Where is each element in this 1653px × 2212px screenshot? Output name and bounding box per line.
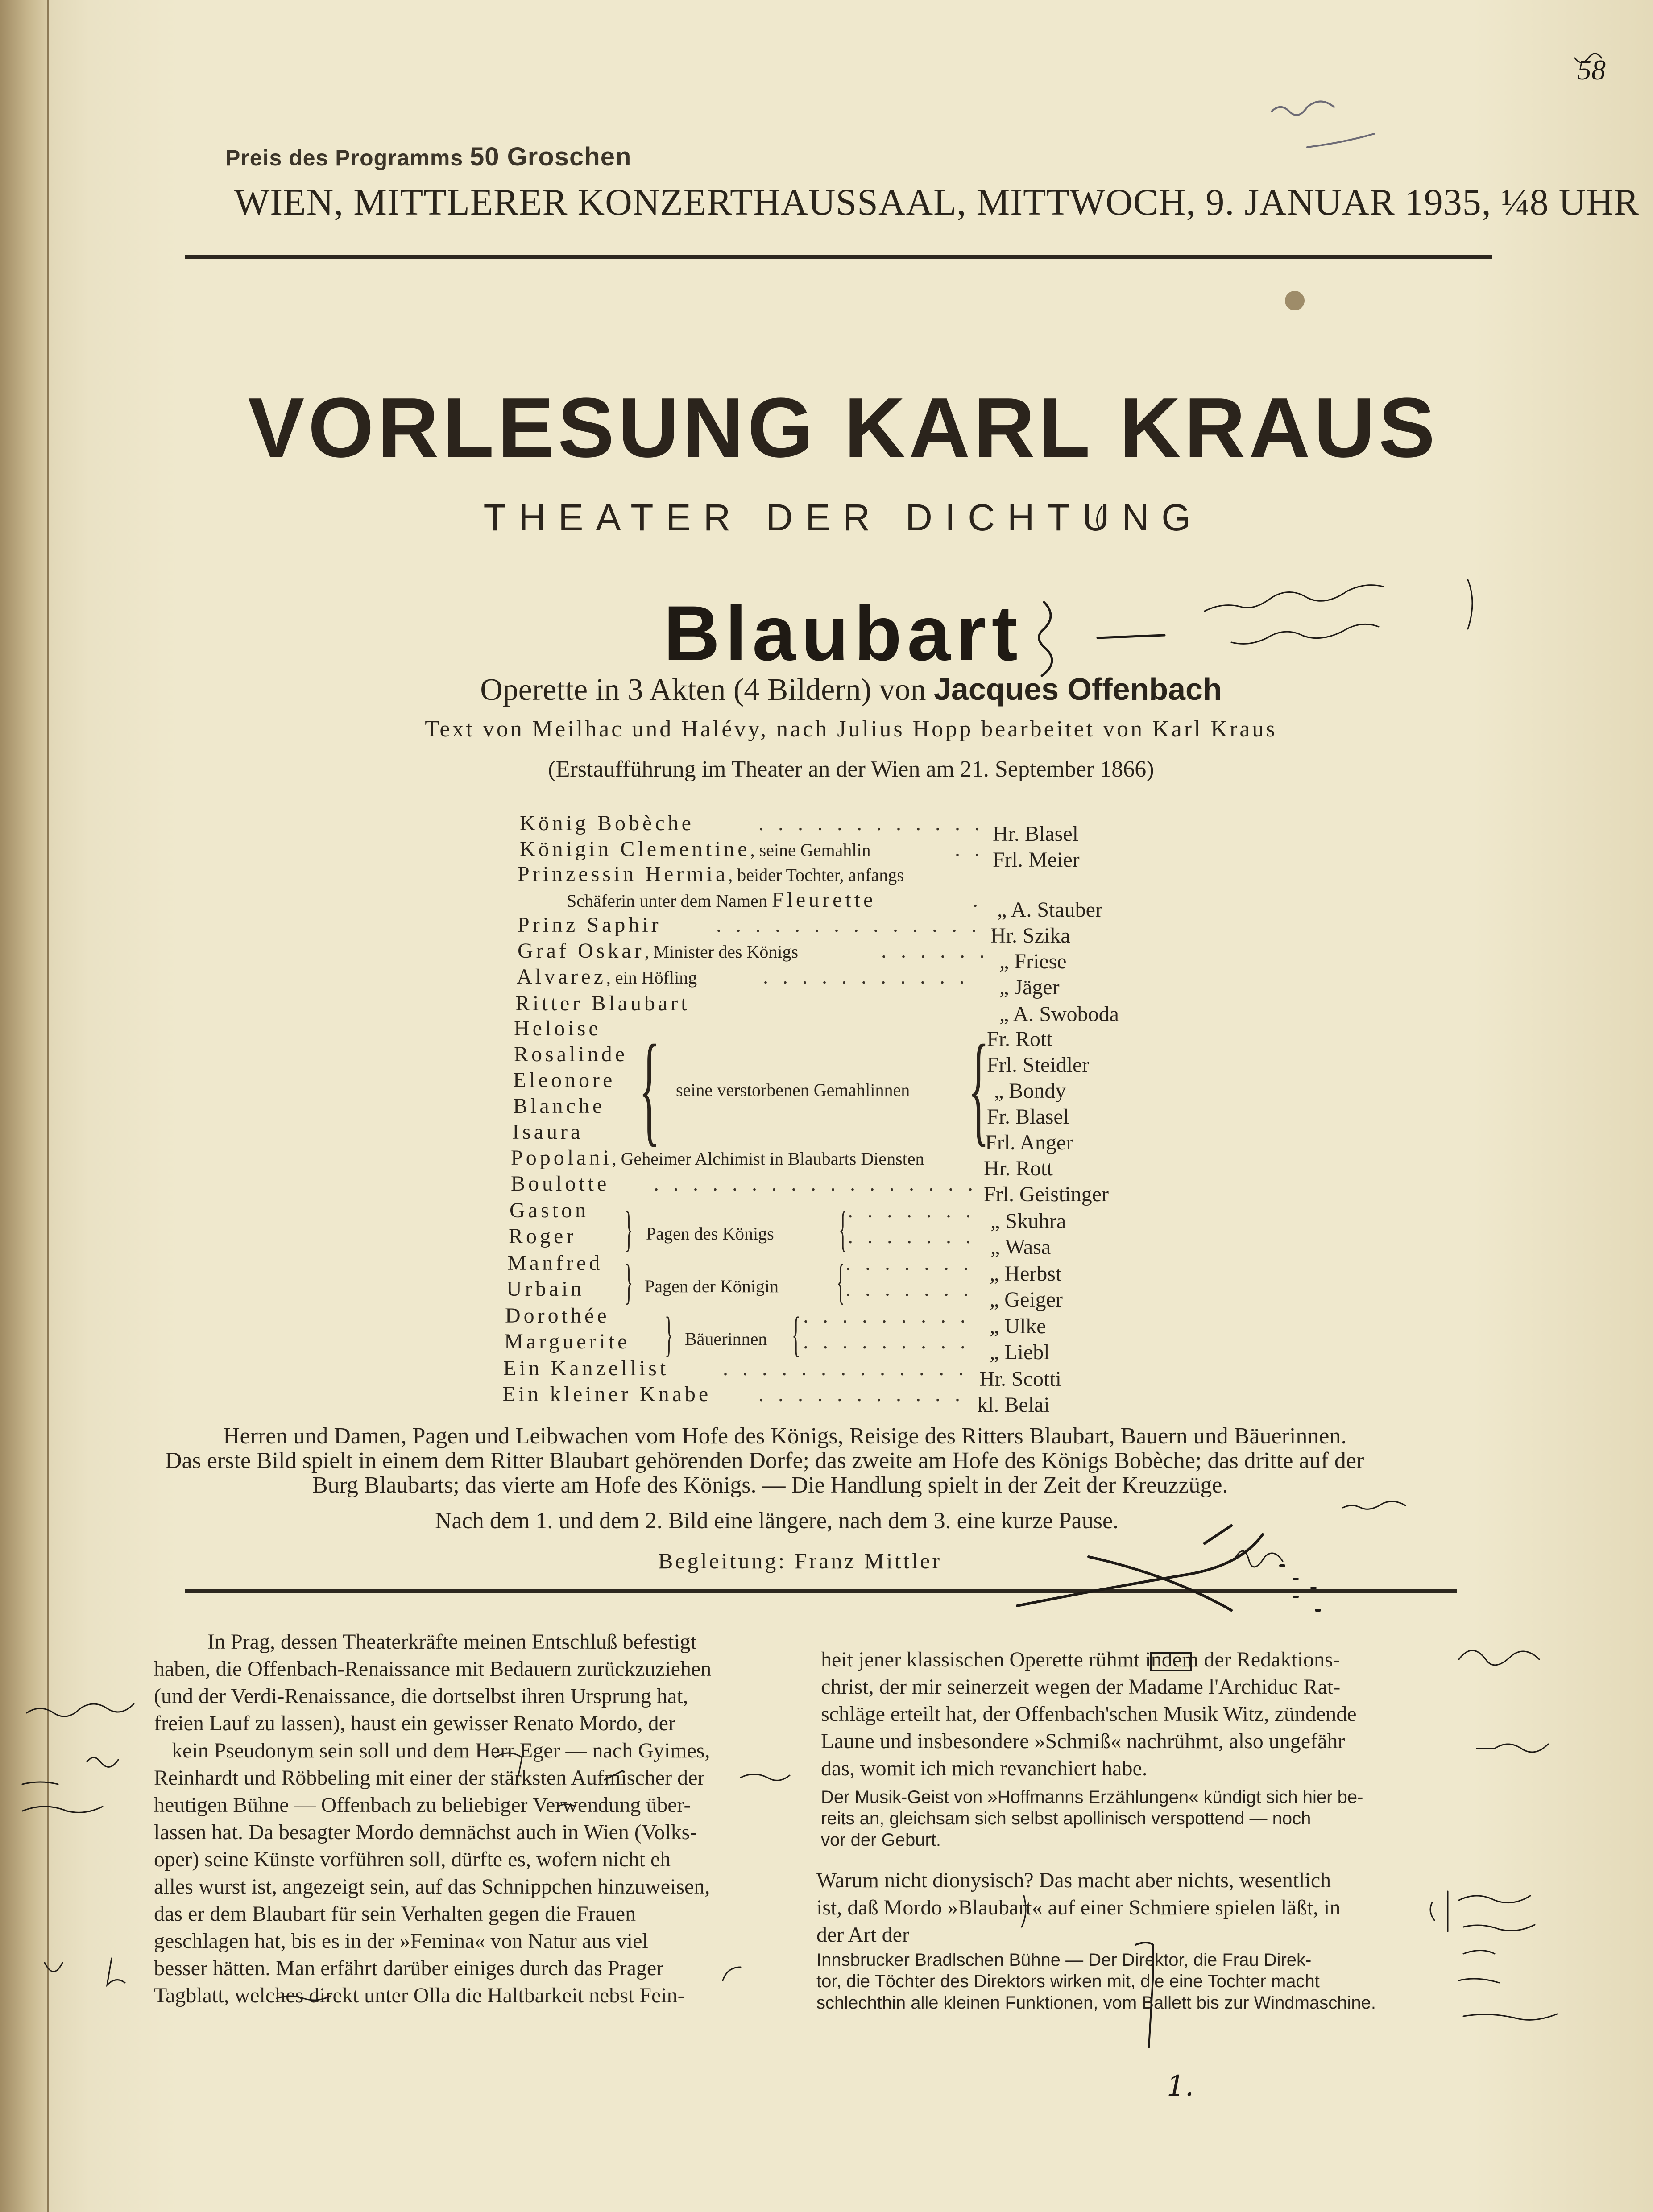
text-line: reits an, gleichsam sich selbst apollinisch verspottend — noch — [821, 1809, 1311, 1828]
cast-role: Ein Kanzellist — [503, 1356, 669, 1380]
group-label-queens-pages: Pagen der Königin — [645, 1276, 779, 1296]
subtitle: THEATER DER DICHTUNG — [483, 496, 1203, 538]
text-line: oper) seine Künste vorführen soll, dürfte es, wofern nicht eh — [154, 1848, 671, 1871]
cast-role: Königin Clementine, seine Gemahlin — [520, 837, 871, 861]
work-title: Blaubart — [663, 590, 1023, 677]
group-brace: } — [625, 1202, 633, 1256]
dot-leader: . . . . . . . . . . . . — [758, 811, 984, 835]
text-line: heit jener klassischen Operette rühmt indem der Redaktions- — [821, 1648, 1340, 1671]
composer: Jacques Offenbach — [933, 672, 1222, 707]
text-line: besser hätten. Man erfährt darüber einiges durch das Prager — [154, 1956, 664, 1980]
price-value: 50 Groschen — [470, 142, 632, 171]
dot-leader: . . — [955, 837, 984, 861]
cast-role: Urbain — [506, 1277, 585, 1301]
cast-actor: Frl. Anger — [985, 1131, 1073, 1154]
group-label-peasants: Bäuerinnen — [685, 1329, 767, 1349]
dot-leader: . . . . . . . — [845, 1251, 973, 1275]
group-brace: { — [837, 1254, 845, 1309]
text-line: Der Musik-Geist von »Hoffmanns Erzählungen« kündigt sich hier be- — [821, 1787, 1363, 1807]
cast-role: Rosalinde — [514, 1042, 628, 1066]
main-title: VORLESUNG KARL KRAUS — [248, 380, 1439, 475]
text-line: Warum nicht dionysisch? Das macht aber nichts, wesentlich — [816, 1869, 1331, 1892]
cast-actor: Hr. Scotti — [979, 1367, 1062, 1391]
text-line: (und der Verdi-Renaissance, die dortselbst ihren Ursprung hat, — [154, 1684, 688, 1708]
dot-leader: . . . . . . . . . . . . . . . — [716, 913, 1001, 937]
text-credit-line: Text von Meilhac und Halévy, nach Julius Hopp bearbeitet von Karl Kraus — [425, 716, 1277, 742]
text-line: Tagblatt, welches direkt unter Olla die Haltbarkeit nebst Fein- — [154, 1984, 685, 2007]
group-brace: } — [625, 1254, 633, 1309]
cast-actor: „ Jäger — [999, 976, 1060, 999]
dot-leader: . . . . . . . . . — [803, 1330, 970, 1353]
footer-mark: 1. — [1167, 2070, 1194, 2103]
group-brace: { — [839, 1202, 847, 1256]
note-extras: Herren und Damen, Pagen und Leibwachen vom Hofe des Königs, Reisige des Ritters Blaubart, Bauern und Bäuerinnen. — [223, 1423, 1347, 1449]
cast-actor: Frl. Meier — [993, 848, 1080, 872]
text-line: heutigen Bühne — Offenbach zu beliebiger Verwendung über- — [154, 1793, 691, 1817]
cast-actor: Hr. Blasel — [993, 822, 1078, 846]
text-line: freien Lauf zu lassen), haust ein gewisser Renato Mordo, der — [154, 1712, 675, 1735]
cast-actor: „ Wasa — [990, 1235, 1051, 1259]
cast-actor: kl. Belai — [977, 1393, 1050, 1417]
group-label-kings-pages: Pagen des Königs — [646, 1224, 774, 1244]
note-pauses: Nach dem 1. und dem 2. Bild eine längere, nach dem 3. eine kurze Pause. — [435, 1508, 1119, 1534]
cast-role: Ein kleiner Knabe — [502, 1382, 712, 1406]
text-line: Reinhardt und Röbbeling mit einer der stärksten Aufmischer der — [154, 1766, 705, 1790]
dot-leader: . . . . . . . . . . . . . . . . . — [654, 1172, 978, 1195]
cast-role: Blanche — [513, 1094, 605, 1118]
cast-actor: Fr. Blasel — [987, 1105, 1069, 1129]
text-line: Laune und insbesondere »Schmiß« nachrühmt, also ungefähr — [821, 1729, 1345, 1753]
dot-leader: . . . . . . . . . . . . . — [723, 1356, 968, 1380]
text-line: das er dem Blaubart für sein Verhalten gegen die Frauen — [154, 1902, 636, 1926]
group-label-wives: seine verstorbenen Gemahlinnen — [676, 1080, 910, 1100]
cast-role: Eleonore — [513, 1068, 616, 1092]
cast-role: Marguerite — [504, 1330, 630, 1353]
text-line: alles wurst ist, angezeigt sein, auf das Schnippchen hinzuweisen, — [154, 1875, 710, 1898]
cast-role: Popolani, Geheimer Alchimist in Blaubarts Diensten — [511, 1146, 924, 1170]
cast-role: Graf Oskar, Minister des Königs — [518, 939, 799, 963]
cast-actor: „ Geiger — [990, 1288, 1063, 1311]
cast-role: Prinz Saphir — [518, 913, 662, 937]
cast-actor: „ A. Swoboda — [999, 1002, 1119, 1026]
cast-role: König Bobèche — [520, 811, 694, 835]
cast-role: Boulotte — [511, 1172, 610, 1195]
cast-actor: „ Skuhra — [990, 1209, 1066, 1233]
text-line: schläge erteilt hat, der Offenbach'schen Musik Witz, zündende — [821, 1702, 1357, 1726]
text-line: geschlagen hat, bis es in der »Femina« von Natur aus viel — [154, 1929, 648, 1953]
price-label: Preis des Programms — [225, 145, 464, 170]
accompaniment-label: Begleitung: — [658, 1548, 787, 1573]
group-brace: } — [665, 1307, 673, 1361]
group-brace: { — [792, 1307, 800, 1361]
dot-leader: . . . . . . . — [845, 1277, 973, 1301]
text-line: haben, die Offenbach-Renaissance mit Bedauern zurückzuziehen — [154, 1657, 712, 1681]
operetta-prefix: Operette in 3 Akten (4 Bildern) von — [480, 673, 926, 707]
cast-actor: „ A. Stauber — [997, 898, 1102, 922]
venue-line: WIEN, MITTLERER KONZERTHAUSSAAL, MITTWOCH, 9. JANUAR 1935, ¼8 UHR — [234, 182, 1640, 223]
cast-actor: Hr. Szika — [990, 924, 1070, 947]
cast-role: Gaston — [510, 1199, 589, 1222]
group-brace: { — [968, 1019, 990, 1158]
cast-role: Isaura — [512, 1120, 584, 1144]
premiere-line: (Erstaufführung im Theater an der Wien am 21. September 1866) — [548, 757, 1154, 782]
text-line: vor der Geburt. — [821, 1830, 941, 1850]
dot-leader: . . . . . . . — [848, 1224, 975, 1248]
group-brace: { — [639, 1019, 660, 1158]
note-scenes: Das erste Bild spielt in einem dem Ritter Blaubart gehörenden Dorfe; das zweite am Hofe des Königs Bobèche; das dritte auf der — [165, 1448, 1364, 1473]
cast-actor: „ Liebl — [990, 1340, 1050, 1364]
cast-actor: Hr. Rott — [984, 1157, 1053, 1180]
cast-role: Roger — [509, 1224, 577, 1248]
dot-leader: . . . . . . . . . . . — [758, 1382, 965, 1406]
text-line: lassen hat. Da besagter Mordo demnächst auch in Wien (Volks- — [154, 1820, 697, 1844]
cast-actor: „ Friese — [999, 950, 1067, 973]
cast-actor: Frl. Geistinger — [984, 1182, 1109, 1206]
dot-leader: . . . . . . . . . . . — [763, 965, 969, 988]
cast-role: Prinzessin Hermia, beider Tochter, anfangs — [518, 862, 904, 886]
dot-leader: . . . . . . . . . — [803, 1304, 970, 1327]
text-line: schlechthin alle kleinen Funktionen, vom Ballett bis zur Windmaschine. — [816, 1993, 1376, 2013]
cast-role: Alvarez, ein Höfling — [517, 965, 697, 988]
dot-leader: . . . . . . . — [848, 1199, 975, 1222]
note-scenes-cont: Burg Blaubarts; das vierte am Hofe des Königs. — Die Handlung spielt in der Zeit der Kreuzzüge. — [312, 1472, 1228, 1498]
cast-role: Dorothée — [505, 1304, 610, 1327]
text-line: Innsbrucker Bradlschen Bühne — Der Direktor, die Frau Direk- — [816, 1950, 1312, 1970]
text-line: tor, die Töchter des Direktors wirken mit, die eine Tochter macht — [816, 1972, 1320, 1991]
cast-actor: Fr. Rott — [987, 1027, 1052, 1051]
cast-actor: „ Herbst — [990, 1262, 1062, 1286]
dot-leader: . — [973, 888, 982, 912]
text-line: ist, daß Mordo »Blaubart« auf einer Schmiere spielen läßt, in — [816, 1896, 1341, 1919]
cast-role: Ritter Blaubart — [515, 992, 690, 1015]
cast-role: Manfred — [507, 1251, 603, 1275]
cast-actor: „ Ulke — [990, 1315, 1046, 1338]
cast-actor: Frl. Steidler — [987, 1053, 1090, 1077]
text-line: In Prag, dessen Theaterkräfte meinen Entschluß befestigt — [207, 1630, 697, 1654]
cast-role: Heloise — [514, 1017, 601, 1040]
accompanist: Franz Mittler — [794, 1548, 942, 1573]
text-line: christ, der mir seinerzeit wegen der Madame l'Archiduc Rat- — [821, 1675, 1341, 1699]
text-line: das, womit ich mich revanchiert habe. — [821, 1757, 1148, 1780]
text-line: der Art der — [816, 1923, 909, 1947]
page-number: 58 — [1577, 54, 1606, 86]
text-line: kein Pseudonym sein soll und dem Herr Eger — nach Gyimes, — [172, 1739, 710, 1762]
cast-actor: „ Bondy — [994, 1079, 1066, 1103]
dot-leader: . . . . . . — [881, 939, 989, 963]
cast-role: Schäferin unter dem Namen Fleurette — [567, 888, 876, 912]
